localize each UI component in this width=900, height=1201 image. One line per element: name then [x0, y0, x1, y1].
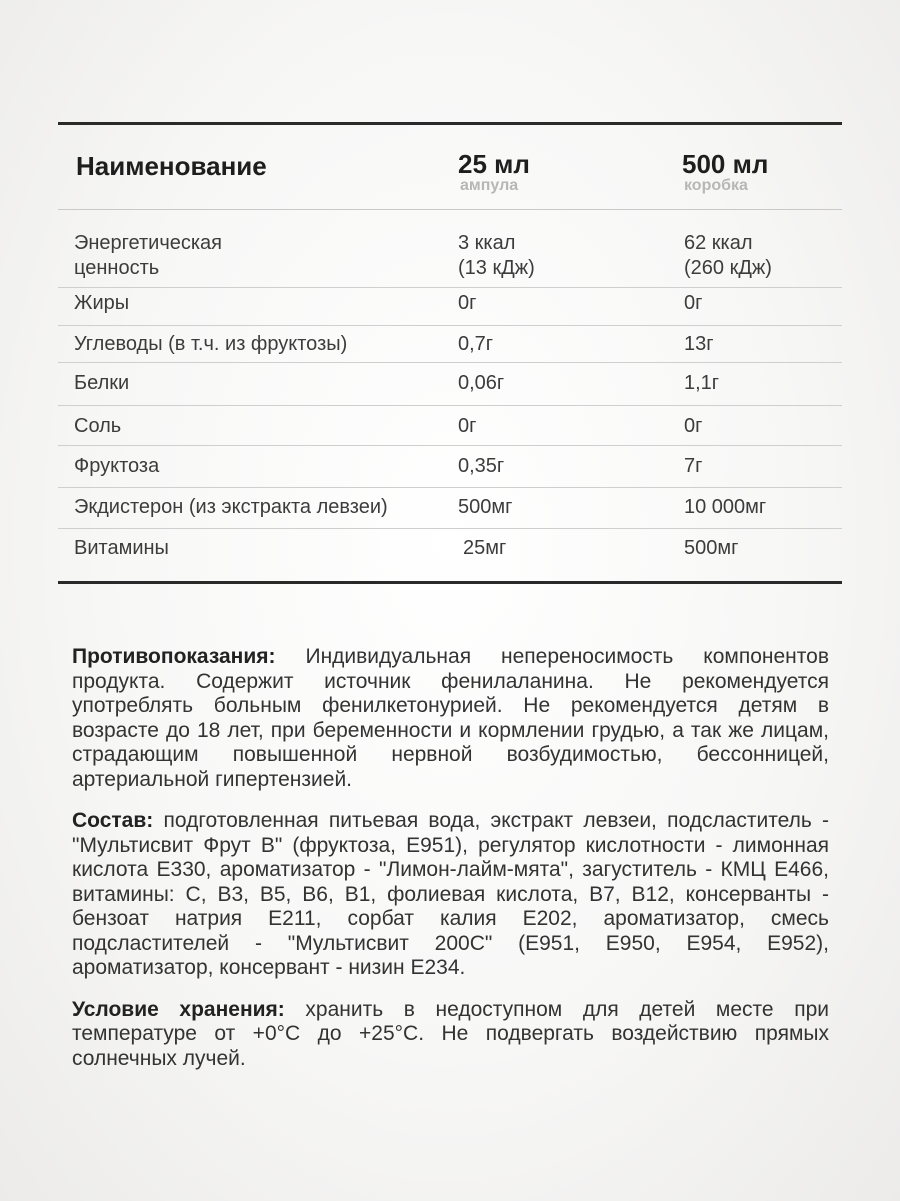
row-name: Белки	[74, 372, 130, 394]
row-value-ampoule: 25мг	[463, 537, 507, 559]
header-name-label: Наименование	[76, 151, 267, 181]
storage-paragraph	[72, 998, 829, 1072]
row-value-box	[684, 231, 772, 281]
row-name: Углеводы (в т.ч. из фруктозы)	[74, 333, 348, 355]
header-col-box	[682, 151, 768, 195]
row-name: Соль	[74, 415, 122, 437]
table-row	[58, 406, 842, 446]
header-col-ampoule	[458, 151, 530, 195]
table-row	[58, 446, 842, 488]
composition-paragraph	[72, 809, 829, 981]
storage-label: Условие хранения:	[72, 997, 285, 1021]
composition-label: Состав:	[72, 809, 154, 832]
contraindications-text: Индивидуальная непереносимость компонентов продукта. Содержит источник фенилаланина. Не рекомендуется употреблять больным фенилкетонурией. Не рекомендуется детям в возрасте до 18 лет, при беременности и кормлении грудью, а так же лицам, страдающим повышенной нервной возбудимостью, бессонницей, артериальной гипертензией.	[72, 645, 829, 791]
row-name: Жиры	[74, 292, 130, 314]
header-col-ampoule-value: 25 мл	[458, 149, 530, 179]
table-row	[58, 488, 842, 529]
table-row	[58, 210, 842, 288]
row-value-line: 62 ккал	[684, 232, 753, 254]
contraindications-paragraph	[72, 645, 829, 792]
row-name	[74, 231, 222, 281]
row-value-ampoule	[458, 231, 535, 281]
table-row	[58, 529, 842, 581]
row-value-line: (13 кДж)	[458, 257, 535, 279]
row-value-line: 3 ккал	[458, 232, 516, 254]
table-header	[58, 125, 842, 210]
row-name-line: Энергетическая	[74, 232, 222, 254]
table-row	[58, 326, 842, 363]
row-name: Экдистерон (из экстракта левзеи)	[74, 496, 388, 518]
row-value-box: 7г	[684, 455, 703, 477]
row-value-ampoule: 0,35г	[458, 455, 505, 477]
table-row	[58, 288, 842, 326]
row-name-line: ценность	[74, 257, 160, 279]
row-name: Фруктоза	[74, 455, 160, 477]
row-value-box: 0г	[684, 415, 703, 437]
header-col-box-sub: коробка	[684, 177, 748, 194]
row-value-ampoule: 0,7г	[458, 333, 494, 355]
product-info	[72, 645, 829, 1088]
storage-text: хранить в недоступном для детей месте при температуре от +0°С до +25°С. Не подвергать воздействию прямых солнечных лучей.	[72, 997, 829, 1070]
row-value-ampoule: 0,06г	[458, 372, 505, 394]
row-value-ampoule: 500мг	[458, 496, 513, 518]
row-value-line: (260 кДж)	[684, 257, 772, 279]
row-value-box: 0г	[684, 292, 703, 314]
row-value-box: 10 000мг	[684, 496, 767, 518]
row-value-ampoule: 0г	[458, 292, 477, 314]
row-value-box: 13г	[684, 333, 714, 355]
row-value-box: 1,1г	[684, 372, 720, 394]
header-col-box-value: 500 мл	[682, 149, 769, 179]
contraindications-label: Противопоказания:	[72, 645, 276, 668]
row-value-ampoule: 0г	[458, 415, 477, 437]
row-value-box: 500мг	[684, 537, 739, 559]
composition-text: подготовленная питьевая вода, экстракт левзеи, подсластитель - "Мультисвит Фрут В" (фруктоза, Е951), регулятор кислотности - лимонная кислота Е330, ароматизатор - "Лимон-лайм-мята", загуститель - КМЦ Е466, витамины: С, В3, В5, В6, В1, фолиевая кислота, В7, В12, консерванты - бензоат натрия Е211, сорбат калия Е202, ароматизатор, смесь подсластителей - "Мультисвит 200С" (Е951, Е950, Е954, Е952), ароматизатор, консервант - низин Е234.	[72, 809, 829, 979]
table-row	[58, 363, 842, 406]
nutrition-table	[58, 122, 842, 584]
row-name: Витамины	[74, 537, 169, 559]
header-col-ampoule-sub: ампула	[460, 177, 519, 194]
